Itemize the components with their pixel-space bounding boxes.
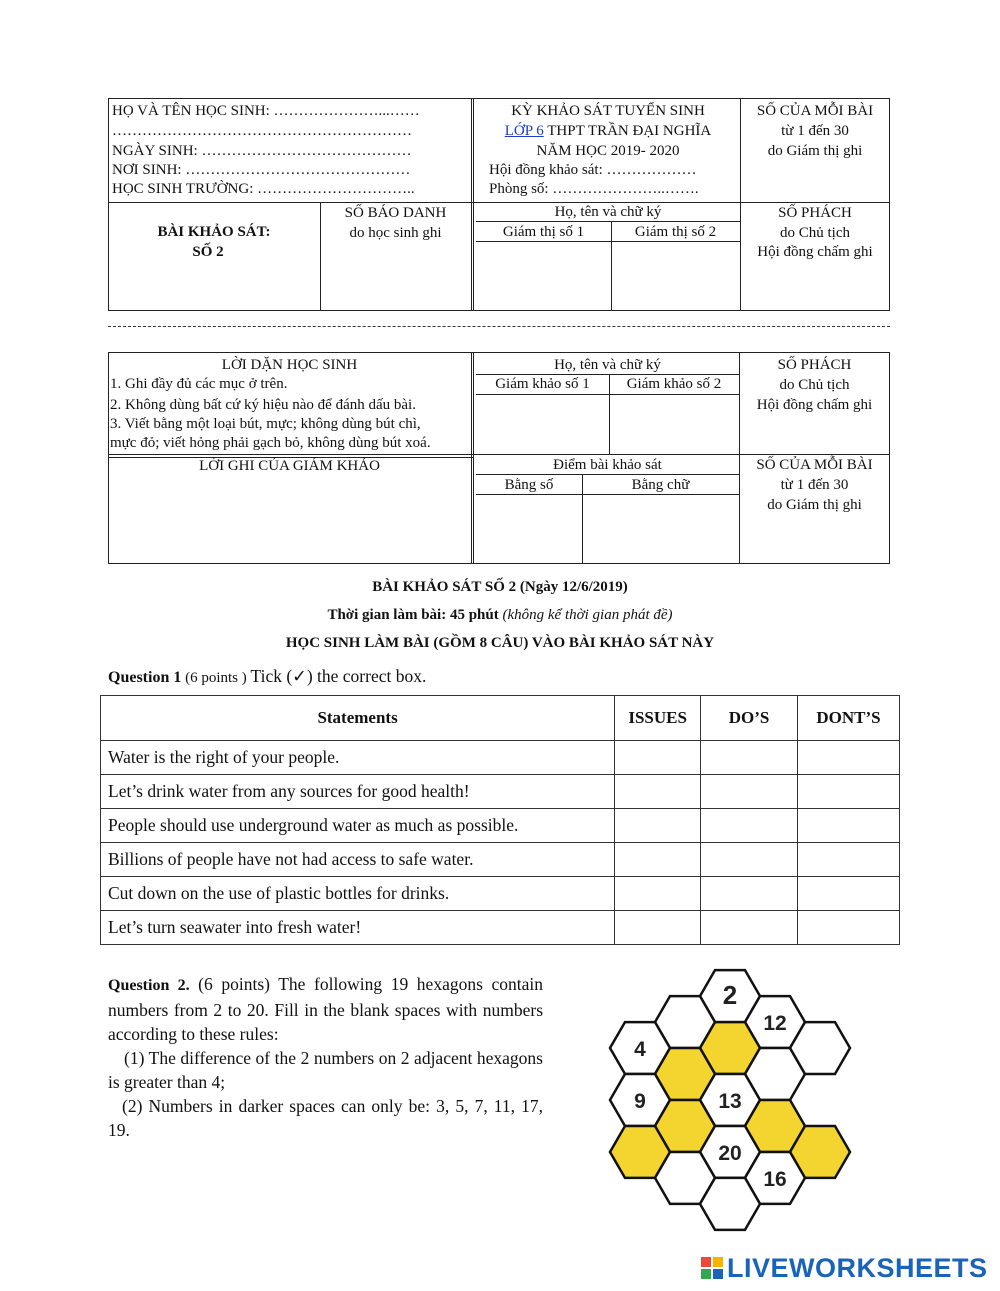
candidate-number-note: do học sinh ghi <box>349 225 442 241</box>
table-row <box>101 809 900 843</box>
detach-number-note-2a: do Chủ tịch <box>779 377 850 393</box>
exam-duration <box>100 606 900 625</box>
col-dos: DO’S <box>701 696 798 741</box>
donts-checkbox[interactable] <box>798 911 900 945</box>
birthplace-field: NƠI SINH: ……………………………………… <box>112 162 411 178</box>
statement-cell: Billions of people have not had access to safe water. <box>101 843 615 877</box>
grade-school-line <box>476 122 740 141</box>
exam-heading: BÀI KHẢO SÁT SỐ 2 (Ngày 12/6/2019) <box>372 579 628 595</box>
hexagon-number: 2 <box>722 980 738 1011</box>
detach-number-note-2b: Hội đồng chấm ghi <box>756 397 873 413</box>
col-statements: Statements <box>101 696 615 741</box>
liveworksheets-icon <box>700 1256 724 1280</box>
score-title: Điểm bài khảo sát <box>553 457 662 473</box>
statement-cell: Cut down on the use of plastic bottles for drinks. <box>101 877 615 911</box>
issues-checkbox[interactable] <box>615 741 701 775</box>
donts-checkbox[interactable] <box>798 775 900 809</box>
instruction-3a: 3. Viết bằng một loại bút, mực; không dùng bút chì, <box>110 416 421 432</box>
issues-checkbox[interactable] <box>615 775 701 809</box>
issues-checkbox[interactable] <box>615 809 701 843</box>
detach-number-note2: Hội đồng chấm ghi <box>757 244 873 260</box>
proctor-1: Giám thị số 1 <box>502 224 585 240</box>
donts-checkbox[interactable] <box>798 809 900 843</box>
hexagon-number: 16 <box>763 1167 787 1191</box>
question-1-points: (6 points ) <box>181 670 251 686</box>
dos-checkbox[interactable] <box>701 911 798 945</box>
score-in-numbers: Bằng số <box>504 477 554 493</box>
hexagon-number: 12 <box>763 1012 787 1036</box>
statements-table <box>100 695 900 945</box>
issues-checkbox[interactable] <box>615 911 701 945</box>
instruction-1: 1. Ghi đầy đủ các mục ở trên. <box>110 376 288 392</box>
detach-number-title-2: SỐ PHÁCH <box>777 357 852 373</box>
issues-checkbox[interactable] <box>615 843 701 877</box>
candidate-number-title: SỐ BÁO DANH <box>344 205 447 221</box>
hexagon-puzzle <box>585 955 875 1245</box>
room-field: Phòng số: …………………..……. <box>489 181 699 197</box>
donts-checkbox[interactable] <box>798 877 900 911</box>
school-year: NĂM HỌC 2019- 2020 <box>536 143 680 159</box>
examiner-2: Giám khảo số 2 <box>626 376 722 392</box>
exam-duration-note: (không kể thời gian phát đề) <box>498 607 673 623</box>
issues-checkbox[interactable] <box>615 877 701 911</box>
paper-number-note: do Giám thị ghi <box>767 143 863 159</box>
dotted-line: …………………………………………………… <box>112 123 412 139</box>
hexagon-number: 4 <box>634 1038 646 1062</box>
statement-cell: Water is the right of your people. <box>101 741 615 775</box>
question-2-intro: (6 points) The following 19 hexagons contain numbers from 2 to 20. Fill in the blank spaces with numbers according to these rules: <box>108 974 543 1044</box>
exam-duration-bold: Thời gian làm bài: 45 phút <box>327 607 499 623</box>
exam-number: SỐ 2 <box>192 244 224 260</box>
cut-line <box>108 326 890 327</box>
school-name: THPT TRẦN ĐẠI NGHĨA <box>543 123 712 139</box>
dos-checkbox[interactable] <box>701 741 798 775</box>
grade-link[interactable]: LỚP 6 <box>504 123 544 139</box>
paper-number-title: SỐ CỦA MỖI BÀI <box>756 103 874 119</box>
paper-number-title-2: SỐ CỦA MỖI BÀI <box>756 457 873 473</box>
hexagon-number: 13 <box>718 1090 742 1113</box>
paper-number-range-2: từ 1 đến 30 <box>780 477 849 493</box>
donts-checkbox[interactable] <box>798 843 900 877</box>
examiner-1: Giám khảo số 1 <box>495 376 590 392</box>
hexagon-number: 9 <box>634 1090 646 1113</box>
table-row <box>101 775 900 809</box>
brand-name: LIVEWORKSHEETS <box>727 1253 988 1283</box>
table-row <box>101 741 900 775</box>
score-in-words: Bằng chữ <box>631 477 690 493</box>
exam-label: BÀI KHẢO SÁT: <box>157 224 271 240</box>
exam-title: KỲ KHẢO SÁT TUYỂN SINH <box>511 103 705 119</box>
question-1-label: Question 1 <box>108 669 182 686</box>
proctor-sign-title: Họ, tên và chữ ký <box>554 204 662 220</box>
question-1-heading <box>108 665 426 689</box>
col-issues: ISSUES <box>615 696 701 741</box>
instruction-2: 2. Không dùng bất cứ ký hiệu nào để đánh dấu bài. <box>110 397 416 413</box>
donts-checkbox[interactable] <box>798 741 900 775</box>
dos-checkbox[interactable] <box>701 775 798 809</box>
table-row <box>101 843 900 877</box>
instructions-title: LỜI DẶN HỌC SINH <box>221 357 358 373</box>
examiner-sign-title: Họ, tên và chữ ký <box>554 357 661 373</box>
question-2-rule-1: (1) The difference of the 2 numbers on 2 adjacent hexagons is greater than 4; <box>108 1048 543 1092</box>
table-row <box>101 911 900 945</box>
dos-checkbox[interactable] <box>701 809 798 843</box>
question-2-rule-2: (2) Numbers in darker spaces can only be: 3, 5, 7, 11, 17, 19. <box>108 1096 543 1140</box>
examiner-comments-title: LỜI GHI CỦA GIÁM KHẢO <box>199 458 380 474</box>
statement-cell: Let’s turn seawater into fresh water! <box>101 911 615 945</box>
paper-number-note-2: do Giám thị ghi <box>767 497 862 513</box>
detach-number-note1: do Chủ tịch <box>780 225 850 241</box>
council-field: Hội đồng khảo sát: ……………… <box>489 162 697 178</box>
col-donts: DONT’S <box>798 696 900 741</box>
question-2-label: Question 2. <box>108 977 190 994</box>
school-field: HỌC SINH TRƯỜNG: ………………………….. <box>112 181 415 197</box>
table-row <box>101 877 900 911</box>
exam-instruction: HỌC SINH LÀM BÀI (GỒM 8 CÂU) VÀO BÀI KHẢO SÁT NÀY <box>285 635 715 651</box>
hexagon-number: 20 <box>718 1141 742 1165</box>
proctor-2: Giám thị số 2 <box>634 224 717 240</box>
liveworksheets-logo <box>700 1253 988 1284</box>
dob-field: NGÀY SINH: …………………………………… <box>112 143 412 159</box>
paper-number-range: từ 1 đến 30 <box>781 123 849 139</box>
dos-checkbox[interactable] <box>701 843 798 877</box>
question-2-text <box>108 972 543 1142</box>
statement-cell: People should use underground water as much as possible. <box>101 809 615 843</box>
detach-number-title: SỐ PHÁCH <box>778 205 852 221</box>
student-name-field: HỌ VÀ TÊN HỌC SINH: …………………...…… <box>112 103 420 119</box>
dos-checkbox[interactable] <box>701 877 798 911</box>
instruction-3b: mực đỏ; viết hỏng phải gạch bỏ, không dùng bút xoá. <box>110 435 431 451</box>
statement-cell: Let’s drink water from any sources for good health! <box>101 775 615 809</box>
question-1-prompt: Tick (✓) the correct box. <box>250 666 427 686</box>
